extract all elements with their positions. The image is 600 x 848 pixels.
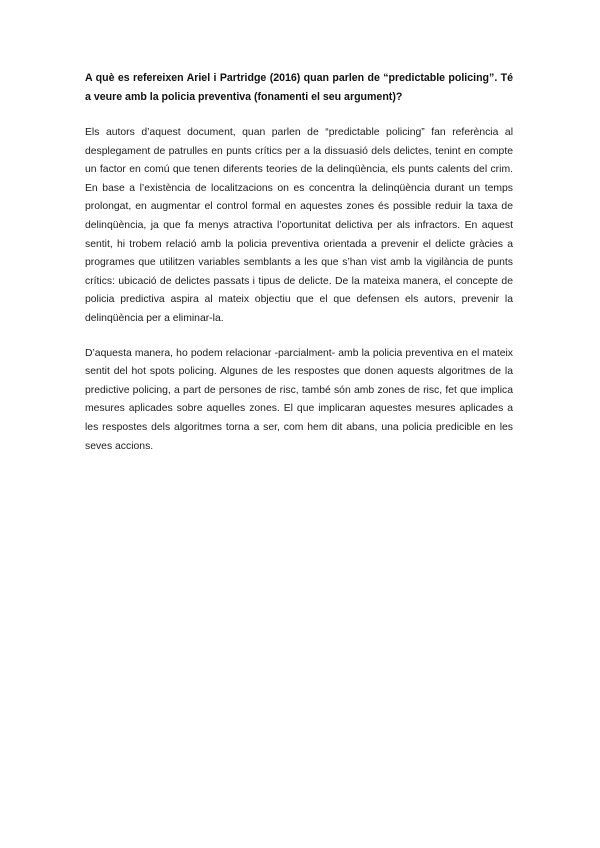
paragraph-2: D’aquesta manera, ho podem relacionar -parcialment- amb la policia preventiva en el mateix sentit del hot spots policing. Algunes de les respostes que donen aquests algoritmes de la predictive policing, a part de persones de risc, també són amb zones de risc, fet que implica mesures aplicades sobre aquelles zones. El que implicaran aquestes mesures aplicades a les respostes dels algoritmes torna a ser, com hem dit abans, una policia predicible en les seves accions.	[85, 347, 513, 452]
paragraph-1: Els autors d’aquest document, quan parlen de “predictable policing” fan referència al desplegament de patrulles en punts crítics per a la dissuasió dels delictes, tenint en compte un factor en comú que tenen diferents teories de la delinqüència, els punts calents del crim. En base a l’existència de localitzacions on es concentra la delinqüència durant un temps prolongat, en augmentar el control formal en aquestes zones és possible reduir la taxa de delinqüència, ja que fa menys atractiva l’oportunitat delictiva per als infractors. En aquest sentit, hi trobem relació amb la policia preventiva orientada a prevenir el delicte gràcies a programes que utilitzen variables semblants a les que s’han vist amb la vigilància de punts crítics: ubicació de delictes passats i tipus de delicte. De la mateixa manera, el concepte de policia predictiva aspira al mateix objectiu que el que defensen els autors, prevenir la delinqüència per a eliminar-la.	[85, 127, 513, 324]
document-body	[85, 69, 513, 472]
question-heading: A què es refereixen Ariel i Partridge (2016) quan parlen de “predictable policing”. Té a veure amb la policia preventiva (fonamenti el seu argument)?	[85, 72, 513, 103]
